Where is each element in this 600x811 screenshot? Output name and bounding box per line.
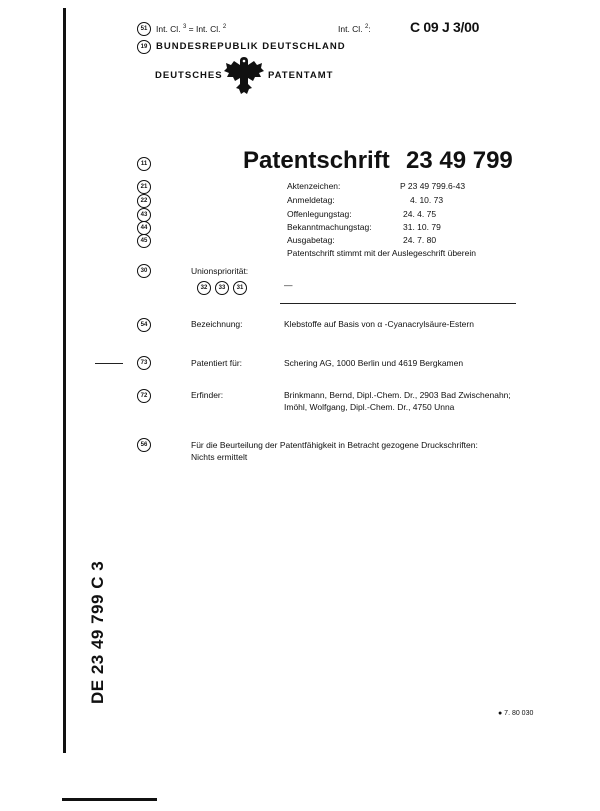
field-value-aktenzeichen: P 23 49 799.6-43 — [400, 181, 466, 191]
section-divider — [280, 303, 516, 304]
field-value-offenlegungstag: 24. 4. 75 — [403, 209, 437, 219]
field-value-ausgabetag: 24. 7. 80 — [403, 235, 437, 245]
inid-code-22: 22 — [137, 194, 151, 208]
inid-code-72: 72 — [137, 389, 151, 403]
field-label-offenlegungstag: Offenlegungstag: — [287, 209, 352, 219]
patentee-label: Patentiert für: — [191, 358, 243, 368]
priority-label: Unionspriorität: — [191, 266, 249, 276]
citations-line-1: Für die Beurteilung der Patentfähigkeit in Betracht gezogene Druckschriften: — [191, 440, 478, 450]
inid-code-45: 45 — [137, 234, 151, 248]
inid-code-21: 21 — [137, 180, 151, 194]
bottom-left-rule — [62, 798, 157, 801]
inid-code-51: 51 — [137, 22, 151, 36]
margin-dash — [95, 363, 123, 364]
inid-code-31: 31 — [233, 281, 247, 295]
inid-code-54: 54 — [137, 318, 151, 332]
office-right: PATENTAMT — [268, 70, 334, 81]
inid-code-30: 30 — [137, 264, 151, 278]
field-value-anmeldetag: 4. 10. 73 — [410, 195, 444, 205]
doc-type: Patentschrift — [243, 147, 390, 174]
office-left: DEUTSCHES — [155, 70, 223, 81]
priority-value: — — [284, 280, 293, 290]
field-label-bekanntmachungstag: Bekanntmachungstag: — [287, 222, 372, 232]
left-border-line — [63, 8, 66, 753]
inventor-line-2: Imöhl, Wolfgang, Dipl.-Chem. Dr., 4750 Unna — [284, 402, 455, 412]
field-label-ausgabetag: Ausgabetag: — [287, 235, 335, 245]
federal-eagle-emblem — [224, 53, 264, 101]
int-cl-2-label: Int. Cl. $^2$: — [338, 24, 371, 34]
inventor-line-1: Brinkmann, Bernd, Dipl.-Chem. Dr., 2903 Bad Zwischenahn; — [284, 390, 511, 400]
conformity-note: Patentschrift stimmt mit der Auslegeschrift überein — [287, 248, 476, 258]
citations-line-2: Nichts ermittelt — [191, 452, 248, 462]
classification: C 09 J 3/00 — [410, 19, 480, 35]
field-label-aktenzeichen: Aktenzeichen: — [287, 181, 341, 191]
inid-code-73: 73 — [137, 356, 151, 370]
inid-code-19: 19 — [137, 40, 151, 54]
inventor-label: Erfinder: — [191, 390, 224, 400]
footer-print-mark: ● 7. 80 030 — [498, 710, 534, 717]
designation-label: Bezeichnung: — [191, 319, 243, 329]
inid-code-56: 56 — [137, 438, 151, 452]
inid-code-43: 43 — [137, 208, 151, 222]
int-cl-line: Int. Cl. $^3$ = Int. Cl. $^2$ — [156, 24, 227, 34]
field-value-bekanntmachungstag: 31. 10. 79 — [403, 222, 441, 232]
inid-code-32: 32 — [197, 281, 211, 295]
inid-code-11: 11 — [137, 157, 151, 171]
patentee-value: Schering AG, 1000 Berlin und 4619 Bergkamen — [284, 358, 464, 368]
designation-value: Klebstoffe auf Basis von α -Cyanacrylsäure-Estern — [284, 319, 474, 329]
field-label-anmeldetag: Anmeldetag: — [287, 195, 335, 205]
inid-code-44: 44 — [137, 221, 151, 235]
inid-code-33: 33 — [215, 281, 229, 295]
side-document-number: DE 23 49 799 C 3 — [88, 560, 107, 704]
doc-number: 23 49 799 — [406, 147, 513, 174]
country: BUNDESREPUBLIK DEUTSCHLAND — [156, 41, 346, 52]
